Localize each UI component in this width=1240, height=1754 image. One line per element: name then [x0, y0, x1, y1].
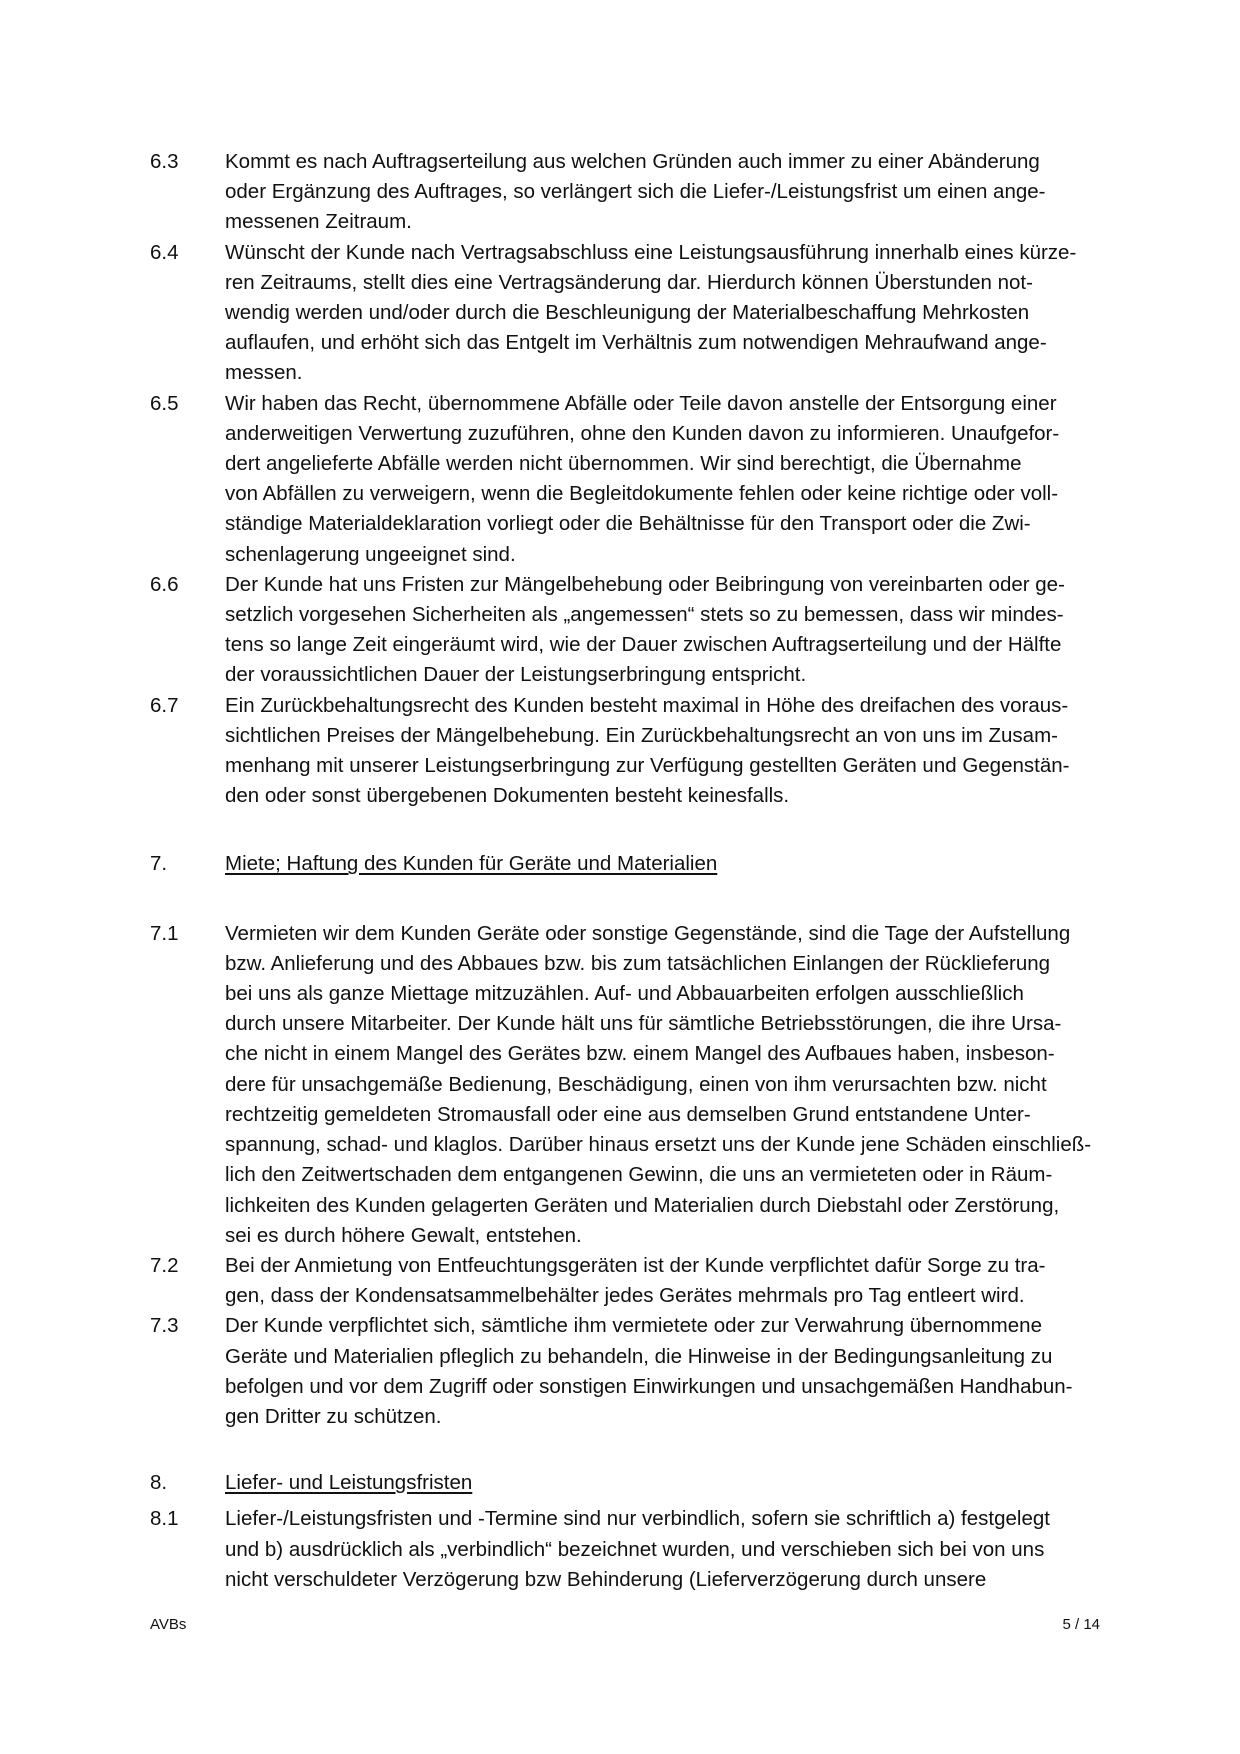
- clause-6-7: [150, 691, 1100, 812]
- section-7-heading: [150, 849, 1100, 879]
- clause-text: Liefer-/Leistungsfristen und -Termine sind nur verbindlich, sofern sie schriftlich a) festgelegt und b) ausdrücklich als „verbindlich“ bezeichnet wurden, und verschieben sich bei von uns nicht verschuldeter Verzögerung bzw Behinderung (Lieferverzögerung durch unsere: [225, 1507, 1050, 1591]
- clause-text: Der Kunde hat uns Fristen zur Mängelbehebung oder Beibringung von vereinbarten oder ge- setzlich vorgesehen Sicherheiten als „angemessen“ stets so zu bemessen, dass wir mindes- tens so lange Zeit eingeräumt wird, wie der Dauer zwischen Auftragserteilung und der Hälfte der voraussichtlichen Dauer der Leistungserbringung entspricht.: [225, 572, 1065, 687]
- clause-text: Wünscht der Kunde nach Vertragsabschluss eine Leistungsausführung innerhalb eines kürze- ren Zeitraums, stellt dies eine Vertragsänderung dar. Hierdurch können Überstunden not- wendig werden und/oder durch die Beschleunigung der Materialbeschaffung Mehrkosten auflaufen, und erhöht sich das Entgelt im Verhältnis zum notwendigen Mehraufwand ange- messen.: [225, 240, 1077, 385]
- clause-number: 7.1: [150, 921, 179, 945]
- clause-text: Vermieten wir dem Kunden Geräte oder sonstige Gegenstände, sind die Tage der Aufstellung bzw. Anlieferung und des Abbaues bzw. bis zum tatsächlichen Einlangen der Rücklieferung bei uns als ganze Miettage mitzuzählen. Auf- und Abbauarbeiten erfolgen ausschließlich durch unsere Mitarbeiter. Der Kunde hält uns für sämtliche Betriebsstörungen, die ihre Ursa- che nicht in einem Mangel des Gerätes bzw. einem Mangel des Aufbaues haben, insbeson- dere für unsachgemäße Bedienung, Beschädigung, einen von ihm verursachten bzw. nicht rechtzeitig gemeldeten Stromausfall oder eine aus demselben Grund entstandene Unter- spannung, schad- und klaglos. Darüber hinaus ersetzt uns der Kunde jene Schäden einschließ- lich den Zeitwertschaden dem entgangenen Gewinn, die uns an vermieteten oder in Räum- lichkeiten des Kunden gelagerten Geräten und Materialien durch Diebstahl oder Zerstörung, sei es durch höhere Gewalt, entstehen.: [225, 921, 1092, 1247]
- spacer: [150, 1432, 1100, 1468]
- footer-page-number: 5 / 14: [1062, 1616, 1100, 1633]
- clause-number: 6.7: [150, 693, 179, 717]
- clause-6-3: [150, 147, 1100, 238]
- clause-7-3: [150, 1311, 1100, 1432]
- clause-text: Wir haben das Recht, übernommene Abfälle oder Teile davon anstelle der Entsorgung einer anderweitigen Verwertung zuzuführen, ohne den Kunden davon zu informieren. Unaufgefor- dert angelieferte Abfälle werden nicht übernommen. Wir sind berechtigt, die Übernahme von Abfällen zu verweigern, wenn die Begleitdokumente fehlen oder keine richtige oder voll- ständige Materialdeklaration vorliegt oder die Behältnisse für den Transport oder die Zwi- schenlagerung ungeeignet sind.: [225, 391, 1060, 566]
- clause-number: 6.3: [150, 150, 179, 173]
- clause-number: 8.1: [150, 1507, 179, 1531]
- clause-number: 6.6: [150, 572, 179, 596]
- clause-number: 6.4: [150, 240, 179, 264]
- clause-7-1: [150, 919, 1100, 1251]
- clause-text: Der Kunde verpflichtet sich, sämtliche ihm vermietete oder zur Verwahrung übernommene Geräte und Materialien pfleglich zu behandeln, die Hinweise in der Bedingungsanleitung zu befolgen und vor dem Zugriff oder sonstigen Einwirkungen und unsachgemäßen Handhabun- gen Dritter zu schützen.: [225, 1314, 1073, 1428]
- section-number: 7.: [150, 852, 168, 876]
- clause-7-2: [150, 1251, 1100, 1311]
- section-title: Liefer- und Leistungsfristen: [225, 1471, 473, 1495]
- spacer: [150, 811, 1100, 849]
- clause-text: Ein Zurückbehaltungsrecht des Kunden besteht maximal in Höhe des dreifachen des voraus- sichtlichen Preises der Mängelbehebung. Ein Zurückbehaltungsrecht an von uns im Zusam- menhang mit unserer Leistungserbringung zur Verfügung gestellten Geräten und Gegenstän- den oder sonst übergebenen Dokumenten besteht keinesfalls.: [225, 693, 1070, 808]
- spacer: [150, 880, 1100, 919]
- clause-6-6: [150, 570, 1100, 691]
- clause-6-5: [150, 389, 1100, 570]
- clause-number: 7.3: [150, 1314, 179, 1338]
- section-8-heading: [150, 1468, 1100, 1498]
- clause-text: Bei der Anmietung von Entfeuchtungsgeräten ist der Kunde verpflichtet dafür Sorge zu tra- gen, dass der Kondensatsammelbehälter jedes Gerätes mehrmals pro Tag entleert wird.: [225, 1253, 1046, 1308]
- clause-8-1: [150, 1504, 1100, 1595]
- section-title: Miete; Haftung des Kunden für Geräte und Materialien: [225, 852, 718, 876]
- clause-number: 6.5: [150, 391, 179, 415]
- clause-text: Kommt es nach Auftragserteilung aus welchen Gründen auch immer zu einer Abänderung oder Ergänzung des Auftrages, so verlängert sich die Liefer-/Leistungsfrist um einen ange- messenen Zeitraum.: [225, 150, 1046, 234]
- document-body: [150, 147, 1100, 1595]
- clause-number: 7.2: [150, 1253, 179, 1277]
- section-number: 8.: [150, 1471, 168, 1495]
- clause-6-4: [150, 238, 1100, 389]
- footer-document-label: AVBs: [150, 1616, 187, 1633]
